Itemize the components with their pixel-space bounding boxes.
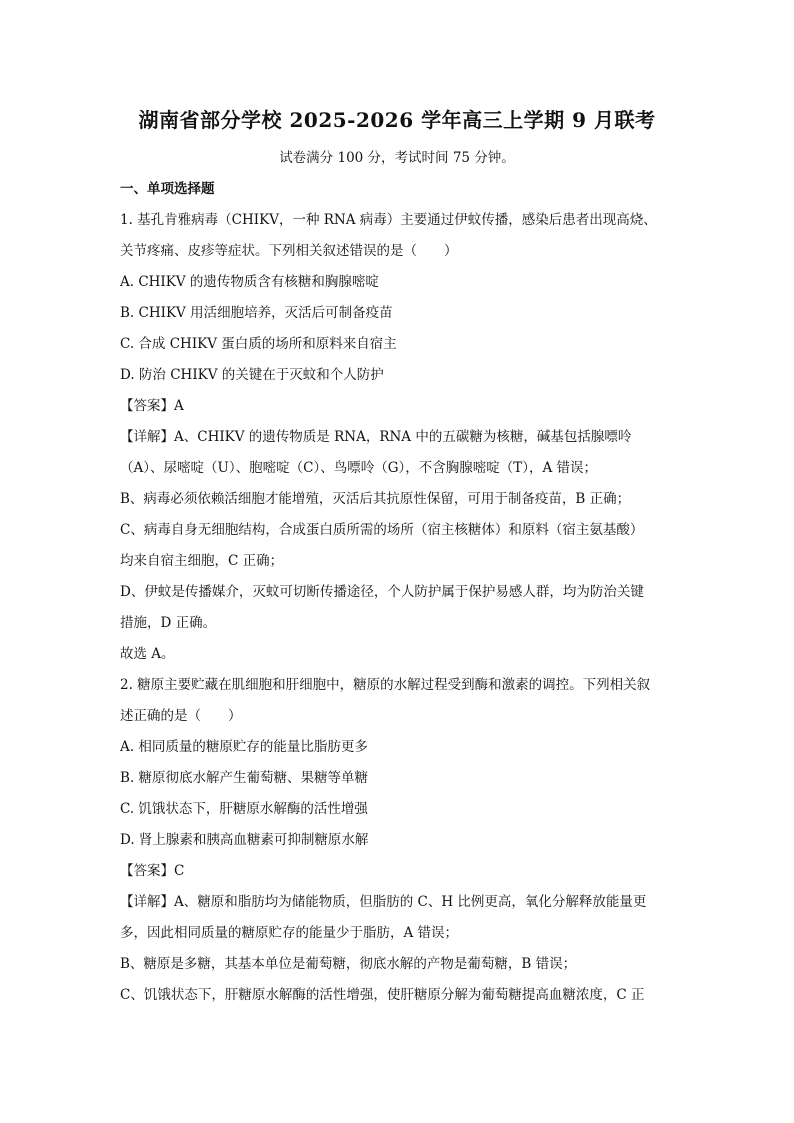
text-line: 【详解】A、糖原和脂肪均为储能物质，但脂肪的 C、H 比例更高，氧化分解释放能量更 xyxy=(120,894,647,910)
text-line: C. 饥饿状态下，肝糖原水解酶的活性增强 xyxy=(120,801,368,817)
text-line: 措施，D 正确。 xyxy=(120,615,217,631)
text-line: C、病毒自身无细胞结构，合成蛋白质所需的场所（宿主核糖体）和原料（宿主氨基酸） xyxy=(120,522,644,538)
text-line: D、伊蚊是传播媒介，灭蚊可切断传播途径，个人防护属于保护易感人群，均为防治关键 xyxy=(120,584,644,600)
text-line: 2. 糖原主要贮藏在肌细胞和肝细胞中，糖原的水解过程受到酶和激素的调控。下列相关叙 xyxy=(120,677,651,693)
text-line: A. 相同质量的糖原贮存的能量比脂肪更多 xyxy=(120,739,368,755)
text-line: C、饥饿状态下，肝糖原水解酶的活性增强，使肝糖原分解为葡萄糖提高血糖浓度，C 正 xyxy=(120,987,645,1003)
question-content xyxy=(120,174,665,1011)
text-line: 关节疼痛、皮疹等症状。下列相关叙述错误的是（ ） xyxy=(120,243,458,259)
text-line: C. 合成 CHIKV 蛋白质的场所和原料来自宿主 xyxy=(120,336,397,352)
text-line: A. CHIKV 的遗传物质含有核糖和胸腺嘧啶 xyxy=(120,274,379,290)
text-line: （A）、尿嘧啶（U）、胞嘧啶（C）、鸟嘌呤（G），不含胸腺嘧啶（T），A 错误； xyxy=(120,460,598,476)
text-line: 多，因此相同质量的糖原贮存的能量少于脂肪，A 错误； xyxy=(120,925,459,941)
text-line: B. 糖原彻底水解产生葡萄糖、果糖等单糖 xyxy=(120,770,369,786)
text-line: B、糖原是多糖，其基本单位是葡萄糖，彻底水解的产物是葡萄糖，B 错误； xyxy=(120,956,577,972)
text-line: 均来自宿主细胞，C 正确； xyxy=(120,553,284,569)
text-line: B、病毒必须依赖活细胞才能增殖，灭活后其抗原性保留，可用于制备疫苗，B 正确； xyxy=(120,491,631,507)
text-line: 【答案】A xyxy=(120,398,184,414)
text-line: D. 肾上腺素和胰高血糖素可抑制糖原水解 xyxy=(120,832,369,848)
text-line: 故选 A。 xyxy=(120,646,175,662)
text-line: 【详解】A、CHIKV 的遗传物质是 RNA，RNA 中的五碳糖为核糖，碱基包括腺嘌呤 xyxy=(120,429,632,445)
section-heading: 一、单项选择题 xyxy=(120,181,215,197)
text-line: 述正确的是（ ） xyxy=(120,708,242,724)
text-line: 【答案】C xyxy=(120,863,185,879)
text-line: D. 防治 CHIKV 的关键在于灭蚊和个人防护 xyxy=(120,367,384,383)
page-title: 湖南省部分学校 2025-2026 学年高三上学期 9 月联考 xyxy=(138,108,656,132)
text-line: B. CHIKV 用活细胞培养，灭活后可制备疫苗 xyxy=(120,305,393,321)
text-line: 1. 基孔肯雅病毒（CHIKV，一种 RNA 病毒）主要通过伊蚊传播，感染后患者出现高烧、 xyxy=(120,212,657,228)
exam-info: 试卷满分 100 分，考试时间 75 分钟。 xyxy=(279,150,515,166)
